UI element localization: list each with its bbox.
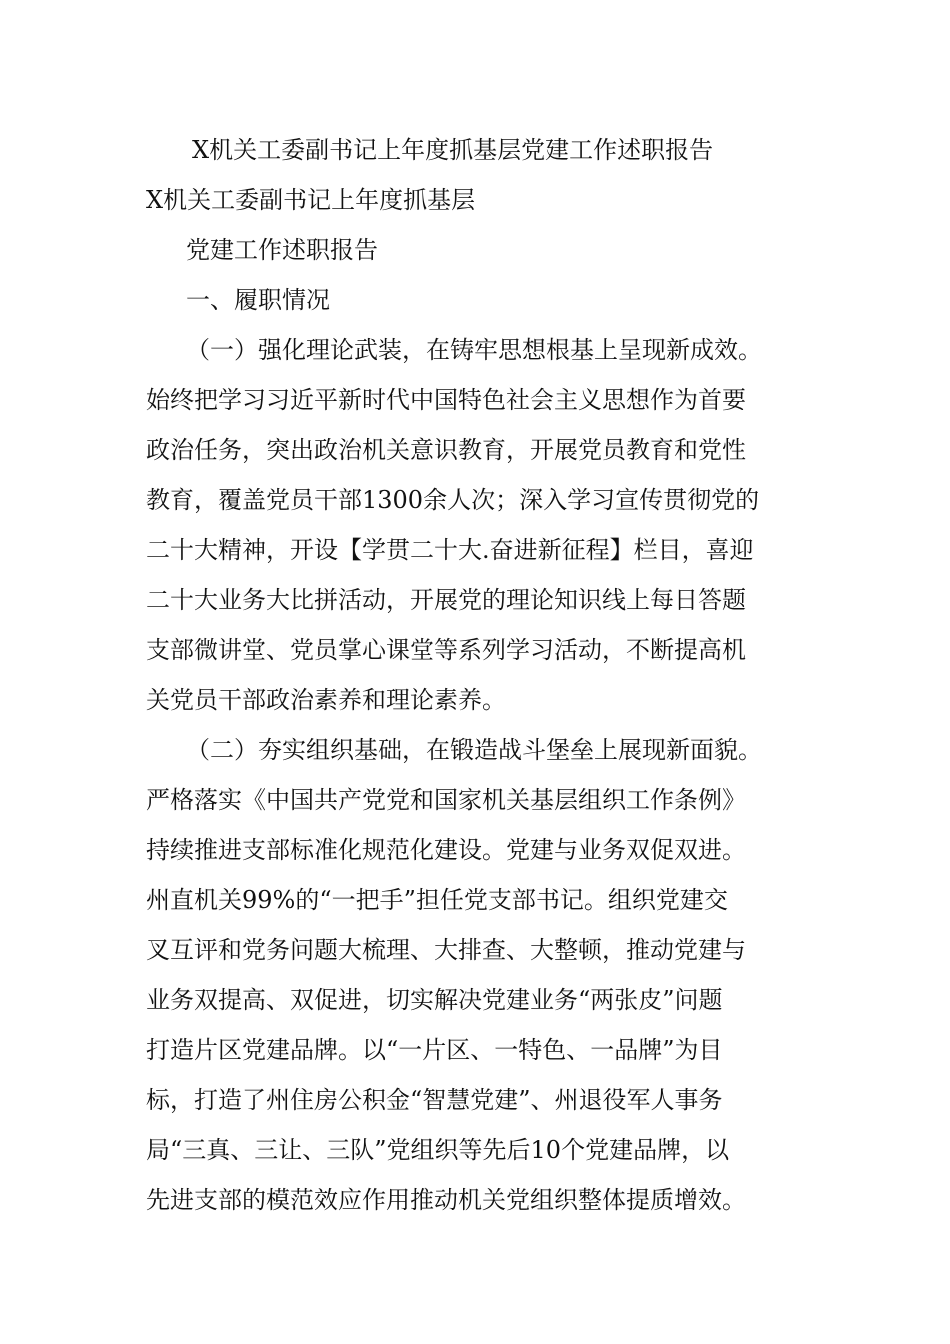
- paragraph-line: 标，打造了州住房公积金“智慧党建”、州退役军人事务: [146, 1086, 723, 1114]
- paragraph-line: 州直机关99%的“一把手”担任党支部书记。组织党建交: [146, 886, 728, 914]
- subtitle-line-1: X机关工委副书记上年度抓基层: [146, 186, 476, 214]
- paragraph-line: 教育，覆盖党员干部1300余人次；深入学习宣传贯彻党的: [146, 486, 760, 514]
- paragraph-line: （一）强化理论武装，在铸牢思想根基上呈现新成效。: [186, 336, 762, 364]
- subtitle-line-2: 党建工作述职报告: [186, 236, 378, 264]
- paragraph-line: 先进支部的模范效应作用推动机关党组织整体提质增效。: [146, 1186, 746, 1214]
- paragraph-line: 政治任务，突出政治机关意识教育，开展党员教育和党性: [146, 436, 746, 464]
- paragraph-line: 严格落实《中国共产党党和国家机关基层组织工作条例》: [146, 786, 746, 814]
- paragraph-line: 业务双提高、双促进，切实解决党建业务“两张皮”问题: [146, 986, 723, 1014]
- paragraph-line: 叉互评和党务问题大梳理、大排查、大整顿，推动党建与: [146, 936, 746, 964]
- paragraph-line: 二十大精神，开设【学贯二十大.奋进新征程】栏目，喜迎: [146, 536, 754, 564]
- paragraph-line: （二）夯实组织基础，在锻造战斗堡垒上展现新面貌。: [186, 736, 762, 764]
- paragraph-line: 始终把学习习近平新时代中国特色社会主义思想作为首要: [146, 386, 746, 414]
- paragraph-line: 关党员干部政治素养和理论素养。: [146, 686, 506, 714]
- paragraph-line: 持续推进支部标准化规范化建设。党建与业务双促双进。: [146, 836, 746, 864]
- paragraph-line: 局“三真、三让、三队”党组织等先后10个党建品牌，以: [146, 1136, 730, 1164]
- document-title: X机关工委副书记上年度抓基层党建工作述职报告: [192, 136, 714, 164]
- paragraph-line: 二十大业务大比拼活动，开展党的理论知识线上每日答题: [146, 586, 746, 614]
- section-heading: 一、履职情况: [186, 286, 330, 314]
- paragraph-line: 支部微讲堂、党员掌心课堂等系列学习活动，不断提高机: [146, 636, 746, 664]
- paragraph-line: 打造片区党建品牌。以“一片区、一特色、一品牌”为目: [146, 1036, 723, 1064]
